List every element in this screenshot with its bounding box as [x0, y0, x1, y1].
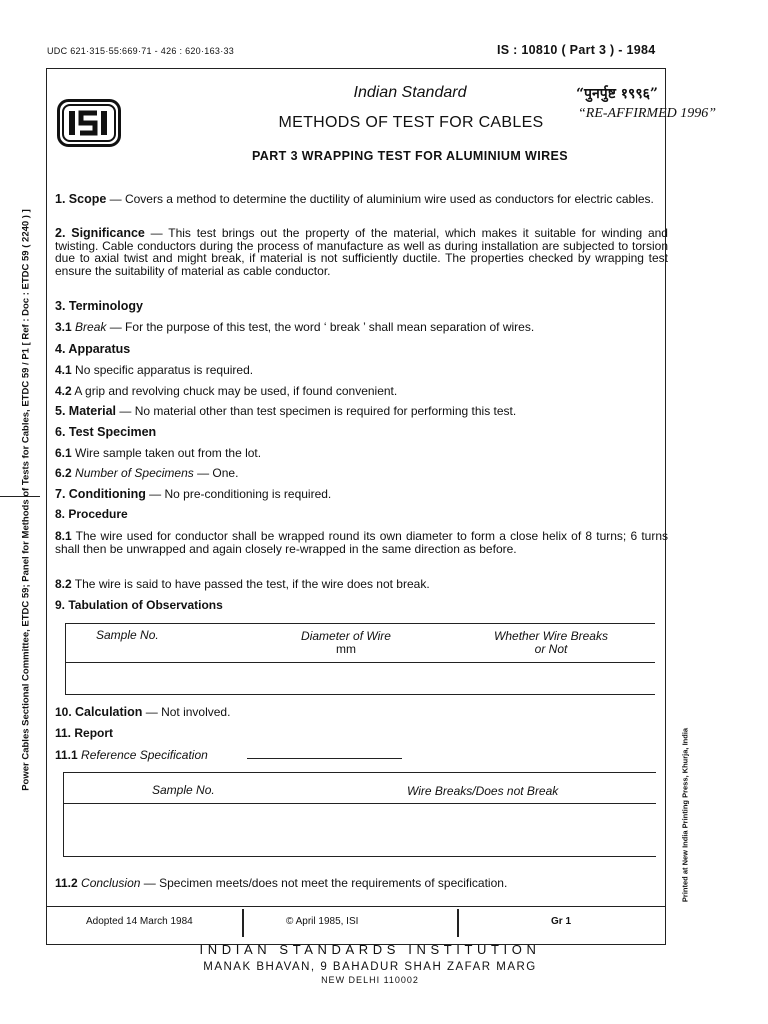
copyright-notice: © April 1985, ISI [286, 916, 359, 927]
is-number: IS : 10810 ( Part 3 ) - 1984 [497, 43, 656, 57]
heading-report: 11. Report [55, 726, 114, 740]
section-8-2: 8.2 The wire is said to have passed the test, if the wire does not break. [55, 577, 430, 591]
section-6-2: 6.2 Number of Specimens — One. [55, 466, 239, 480]
section-4-1: 4.1 No specific apparatus is required. [55, 363, 254, 377]
table-header-sample-no: Sample No. [96, 628, 159, 642]
heading-apparatus: 4. Apparatus [55, 342, 131, 356]
side-committee-note: Power Cables Sectional Committee, ETDC 59; Panel for Methods of Tests for Cables, ETDC 59 / P1 [ Ref : Doc : ETDC 59 ( 2240 ) ] [20, 209, 32, 791]
document-title: METHODS OF TEST FOR CABLES [278, 114, 544, 131]
section-11-1: 11.1 Reference Specification [55, 748, 208, 762]
section-3-1: 3.1 Break — For the purpose of this test, the word ‘ break ’ shall mean separation of wires. [55, 320, 535, 334]
footer-divider [457, 909, 459, 937]
heading-terminology: 3. Terminology [55, 299, 143, 313]
table-divider [64, 803, 656, 804]
table-header-diameter: Diameter of Wire mm [301, 629, 391, 656]
section-material: 5. Material — No material other than test specimen is required for performing this test. [55, 404, 517, 418]
heading-tabulation: 9. Tabulation of Observations [55, 598, 223, 612]
section-scope: 1. Scope — Covers a method to determine the ductility of aluminium wire used as conductors for electric cables. [55, 192, 654, 206]
udc-code: UDC 621·315·55:669·71 - 426 : 620·163·33 [47, 46, 235, 56]
section-conditioning: 7. Conditioning — No pre-conditioning is required. [55, 487, 332, 501]
side-printer-note: Printed at New India Printing Press, Khurja, India [680, 727, 690, 903]
institution-name: INDIAN STANDARDS INSTITUTION [199, 942, 541, 957]
table-header-sample-no: Sample No. [152, 783, 215, 797]
table-header-wire-breaks: Wire Breaks/Does not Break [407, 784, 559, 798]
hindi-stamp: “पुनर्पुष्ट १९९६” [576, 86, 658, 102]
reference-spec-blank [247, 758, 402, 759]
table-header-breaks: Whether Wire Breaks or Not [494, 629, 608, 656]
institution-address: MANAK BHAVAN, 9 BAHADUR SHAH ZAFAR MARG [203, 961, 537, 973]
section-4-2: 4.2 A grip and revolving chuck may be used, if found convenient. [55, 384, 398, 398]
section-calculation: 10. Calculation — Not involved. [55, 705, 231, 719]
isi-logo [57, 99, 121, 147]
observations-table [65, 623, 655, 695]
adopted-date: Adopted 14 March 1984 [86, 916, 193, 927]
price-group: Gr 1 [551, 916, 572, 927]
table-divider [66, 662, 655, 663]
section-8-1: 8.1 The wire used for conductor shall be wrapped round its own diameter to form a close helix of 8 turns; 6 turns shall then be unwrapped and again closely re-wrapped in the same direction as before. [55, 529, 668, 556]
section-significance: 2. Significance — This test brings out the property of the material, which makes it suitable for winding and twisting. Cable conductors during the process of manufacture as well as during installation are subjected to torsion due to axial twist and might break, if material is not sufficiently ductile. The properties checked by wrapping test ensure the suitability of material as cable conductor. [55, 226, 668, 278]
report-table [63, 772, 656, 857]
section-11-2: 11.2 Conclusion — Specimen meets/does not meet the requirements of specification. [55, 876, 508, 890]
section-6-1: 6.1 Wire sample taken out from the lot. [55, 446, 262, 460]
footer-bar [46, 906, 666, 940]
institution-city: NEW DELHI 110002 [321, 975, 419, 985]
part-title: PART 3 WRAPPING TEST FOR ALUMINIUM WIRES [252, 149, 568, 163]
reaffirmed-stamp: “RE-AFFIRMED 1996” [578, 106, 717, 121]
indian-standard-label: Indian Standard [353, 84, 467, 101]
footer-divider [242, 909, 244, 937]
heading-procedure: 8. Procedure [55, 507, 128, 521]
heading-test-specimen: 6. Test Specimen [55, 425, 157, 439]
